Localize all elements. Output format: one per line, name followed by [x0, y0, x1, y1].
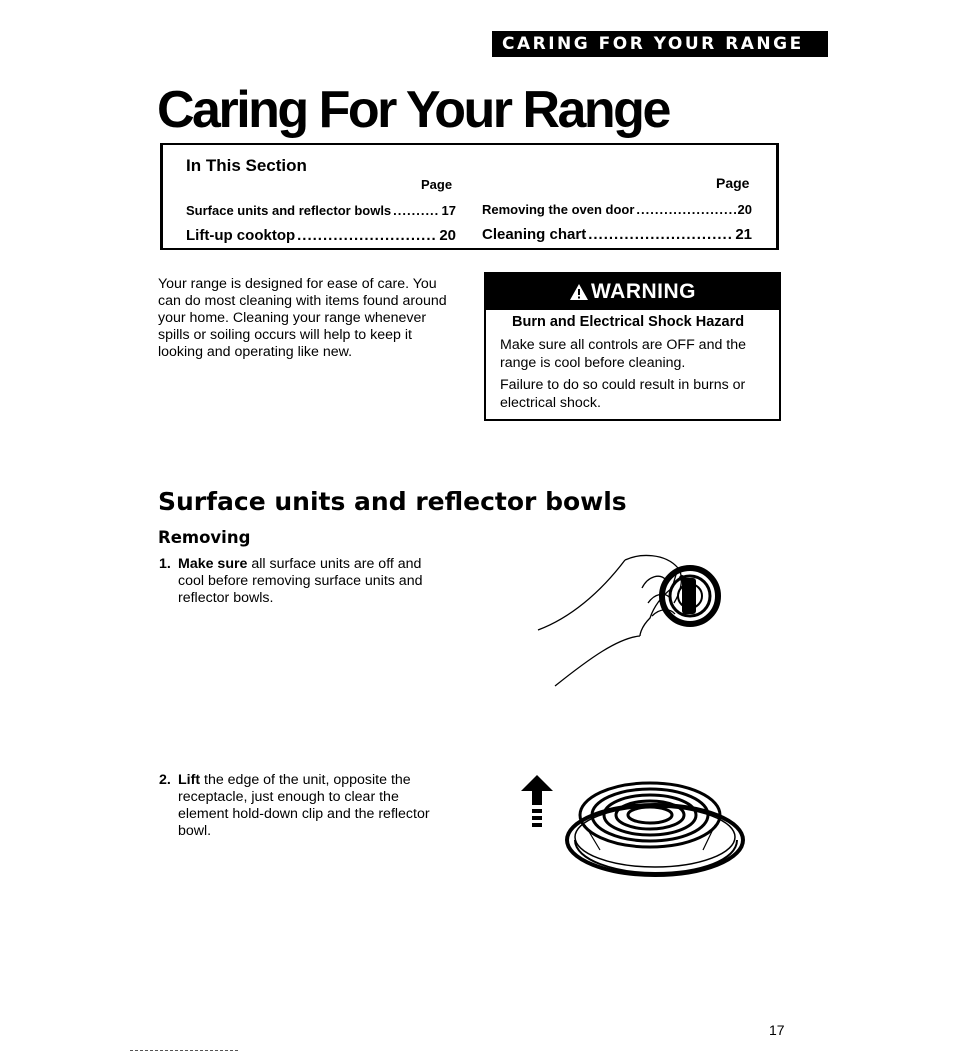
step-lead: Make sure [178, 556, 248, 572]
toc-entry-page: 20 [439, 227, 456, 244]
toc-entry [186, 227, 456, 244]
toc-dot-leader [636, 202, 735, 217]
toc-heading: In This Section [186, 156, 307, 175]
toc-entry-page: 21 [735, 226, 752, 243]
step-text: all surface units are off and cool before removing surface units and reflector bowls. [178, 556, 423, 606]
step-2 [159, 772, 449, 840]
step-1 [159, 556, 449, 607]
toc-dot-leader [588, 226, 733, 243]
toc-page-label-left: Page [421, 177, 453, 192]
toc-page-label-right: Page [716, 175, 750, 191]
step-number: 2. [159, 772, 171, 788]
header-bar: CARING FOR YOUR RANGE [492, 31, 828, 57]
warning-triangle-icon [569, 283, 589, 301]
up-arrow-icon [521, 775, 553, 827]
page-title: Caring For Your Range [157, 81, 669, 139]
toc-entry [482, 202, 752, 217]
toc-entry-label: Lift-up cooktop [186, 227, 296, 244]
toc-entry [186, 203, 456, 218]
toc-entry-page: 17 [441, 203, 456, 218]
toc-entry-page: 20 [737, 202, 752, 217]
step-text: the edge of the unit, opposite the receptacle, just enough to clear the element hold-down clip and the reflector bowl. [178, 772, 430, 839]
hand-control-illustration [530, 548, 730, 693]
section-title: Surface units and reflector bowls [158, 487, 627, 516]
warning-text-1: Make sure all controls are OFF and the range is cool before cleaning. [500, 337, 747, 371]
intro-paragraph: Your range is designed for ease of care. You can do most cleaning with items found around your home. Cleaning your range whenever spills or soiling occurs will help to keep it looking and operating like new. [158, 276, 447, 360]
surface-element-illustration [515, 765, 745, 880]
toc-entry-label: Cleaning chart [482, 226, 587, 243]
subsection-title: Removing [158, 528, 251, 547]
warning-text-2: Failure to do so could result in burns or electrical shock. [500, 377, 746, 411]
toc-entry [482, 226, 752, 243]
page-number: 17 [769, 1022, 785, 1038]
warning-banner [486, 274, 779, 310]
toc-dot-leader [297, 227, 437, 244]
step-number: 1. [159, 556, 171, 572]
footer-rule [130, 1050, 238, 1051]
step-lead: Lift [178, 772, 201, 788]
warning-title: Burn and Electrical Shock Hazard [512, 314, 745, 330]
toc-entry-label: Removing the oven door [482, 202, 635, 217]
toc-dot-leader [393, 203, 439, 218]
toc-entry-label: Surface units and reflector bowls [186, 203, 392, 218]
warning-banner-text: WARNING [591, 280, 696, 303]
